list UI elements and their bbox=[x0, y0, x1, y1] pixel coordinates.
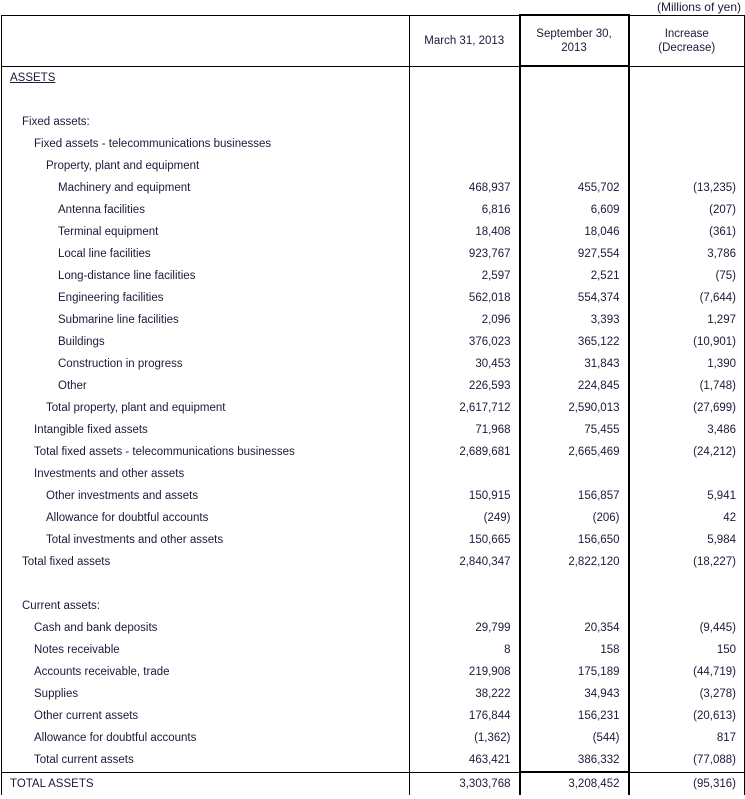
row-value-increase-decrease bbox=[629, 155, 745, 177]
table-row bbox=[2, 199, 745, 221]
row-value-increase-decrease: (20,613) bbox=[629, 705, 745, 727]
header-cell-increase-decrease bbox=[629, 15, 745, 66]
row-label: Engineering facilities bbox=[2, 287, 410, 309]
row-value-september-30-2013: 2,521 bbox=[520, 265, 629, 287]
row-value-march-31-2013 bbox=[410, 155, 520, 177]
row-label: Investments and other assets bbox=[2, 463, 410, 485]
row-label: Other current assets bbox=[2, 705, 410, 727]
row-label: Local line facilities bbox=[2, 243, 410, 265]
header-label-line1: Increase bbox=[664, 27, 709, 40]
row-value-september-30-2013: 2,822,120 bbox=[520, 551, 629, 573]
row-value-march-31-2013: 18,408 bbox=[475, 226, 511, 238]
table-row bbox=[2, 573, 745, 595]
row-value-increase-decrease: 817 bbox=[629, 727, 745, 749]
row-value-increase-decrease bbox=[629, 89, 745, 111]
row-value-increase-decrease bbox=[629, 595, 745, 617]
table-row bbox=[2, 243, 745, 265]
row-value-increase-decrease bbox=[629, 111, 745, 133]
row-value-march-31-2013: 38,222 bbox=[475, 688, 511, 700]
row-value-september-30-2013: 75,455 bbox=[520, 419, 629, 441]
row-label: Other investments and assets bbox=[2, 485, 410, 507]
row-value-march-31-2013 bbox=[410, 89, 520, 111]
row-label bbox=[2, 66, 410, 89]
row-label: Intangible fixed assets bbox=[2, 419, 410, 441]
row-label: Terminal equipment bbox=[2, 221, 410, 243]
header-cell-september-30-2013 bbox=[520, 15, 629, 66]
row-value-march-31-2013: 463,421 bbox=[468, 754, 511, 767]
row-value-september-30-2013 bbox=[520, 133, 629, 155]
row-label: Machinery and equipment bbox=[2, 177, 410, 199]
row-value-march-31-2013: 562,018 bbox=[468, 292, 511, 304]
row-value-september-30-2013 bbox=[520, 111, 629, 133]
header-label-line1: September 30, 2013 bbox=[536, 27, 612, 54]
row-label bbox=[2, 89, 410, 111]
row-label: Construction in progress bbox=[2, 353, 410, 375]
table-row bbox=[2, 309, 745, 331]
row-value-increase-decrease: (44,719) bbox=[629, 661, 745, 683]
row-value-march-31-2013 bbox=[410, 66, 520, 89]
row-value-september-30-2013: 20,354 bbox=[520, 617, 629, 639]
table-row bbox=[2, 661, 745, 683]
row-value-march-31-2013: 2,597 bbox=[481, 270, 511, 282]
row-value-march-31-2013: 150,665 bbox=[468, 534, 511, 546]
row-value-september-30-2013 bbox=[520, 89, 629, 111]
row-value-increase-decrease bbox=[629, 573, 745, 595]
row-value-increase-decrease: 3,486 bbox=[629, 419, 745, 441]
table-row bbox=[2, 133, 745, 155]
row-value-march-31-2013 bbox=[410, 595, 520, 617]
row-label: Total fixed assets bbox=[2, 551, 410, 573]
row-value-increase-decrease: (75) bbox=[629, 265, 745, 287]
row-value-september-30-2013: 3,393 bbox=[520, 309, 629, 331]
row-value-march-31-2013: 2,689,681 bbox=[459, 446, 511, 458]
row-value-september-30-2013: (544) bbox=[520, 727, 629, 749]
row-value-september-30-2013: 3,208,452 bbox=[520, 772, 629, 795]
row-value-september-30-2013: 158 bbox=[520, 639, 629, 661]
row-value-september-30-2013: 34,943 bbox=[520, 683, 629, 705]
row-value-march-31-2013: 226,593 bbox=[468, 380, 511, 392]
row-label: Accounts receivable, trade bbox=[2, 661, 410, 683]
row-label: Fixed assets: bbox=[2, 111, 410, 133]
section-heading: ASSETS bbox=[10, 71, 56, 84]
row-value-september-30-2013: 18,046 bbox=[520, 221, 629, 243]
row-label: Antenna facilities bbox=[2, 199, 410, 221]
row-value-increase-decrease: (7,644) bbox=[629, 287, 745, 309]
table-row bbox=[2, 66, 745, 89]
row-value-increase-decrease: (361) bbox=[629, 221, 745, 243]
row-value-september-30-2013 bbox=[520, 463, 629, 485]
row-value-march-31-2013: 71,968 bbox=[475, 424, 511, 436]
table-row bbox=[2, 551, 745, 573]
row-value-march-31-2013 bbox=[410, 111, 520, 133]
row-label: Allowance for doubtful accounts bbox=[2, 507, 410, 529]
row-value-september-30-2013 bbox=[520, 595, 629, 617]
row-value-increase-decrease: 5,984 bbox=[629, 529, 745, 551]
row-label: Submarine line facilities bbox=[2, 309, 410, 331]
row-value-september-30-2013: 156,857 bbox=[520, 485, 629, 507]
row-value-increase-decrease: (18,227) bbox=[629, 551, 745, 573]
row-value-september-30-2013: 365,122 bbox=[520, 331, 629, 353]
row-label: Total investments and other assets bbox=[2, 529, 410, 551]
table-row bbox=[2, 463, 745, 485]
row-value-increase-decrease: (10,901) bbox=[629, 331, 745, 353]
row-value-september-30-2013: (206) bbox=[520, 507, 629, 529]
row-value-september-30-2013 bbox=[520, 155, 629, 177]
row-label: Property, plant and equipment bbox=[2, 155, 410, 177]
table-row bbox=[2, 419, 745, 441]
row-value-march-31-2013 bbox=[410, 573, 520, 595]
table-row bbox=[2, 705, 745, 727]
table-row bbox=[2, 727, 745, 749]
row-value-march-31-2013: 2,617,712 bbox=[459, 402, 511, 414]
row-value-increase-decrease: (3,278) bbox=[629, 683, 745, 705]
table-row bbox=[2, 111, 745, 133]
row-value-increase-decrease: (1,748) bbox=[629, 375, 745, 397]
table-row bbox=[2, 683, 745, 705]
row-value-increase-decrease: (27,699) bbox=[629, 397, 745, 419]
row-value-march-31-2013 bbox=[410, 463, 520, 485]
row-value-increase-decrease: (9,445) bbox=[629, 617, 745, 639]
row-value-september-30-2013: 554,374 bbox=[520, 287, 629, 309]
row-value-march-31-2013 bbox=[410, 133, 520, 155]
row-value-march-31-2013: (249) bbox=[483, 512, 511, 524]
row-value-september-30-2013: 6,609 bbox=[520, 199, 629, 221]
row-label: Total property, plant and equipment bbox=[2, 397, 410, 419]
row-value-increase-decrease: (95,316) bbox=[629, 772, 745, 795]
row-value-increase-decrease: (13,235) bbox=[629, 177, 745, 199]
row-value-march-31-2013: 29,799 bbox=[475, 622, 511, 634]
row-value-increase-decrease bbox=[629, 133, 745, 155]
header-row bbox=[2, 15, 745, 66]
row-value-increase-decrease bbox=[629, 66, 745, 89]
row-label: Allowance for doubtful accounts bbox=[2, 727, 410, 749]
row-value-march-31-2013: 3,303,768 bbox=[410, 772, 520, 795]
table-row bbox=[2, 749, 745, 772]
row-value-march-31-2013: 2,096 bbox=[481, 314, 511, 326]
table-row bbox=[2, 772, 745, 795]
row-value-increase-decrease: (24,212) bbox=[629, 441, 745, 463]
row-value-march-31-2013: 150,915 bbox=[468, 490, 511, 502]
table-body bbox=[2, 66, 745, 795]
table-row bbox=[2, 353, 745, 375]
row-value-increase-decrease bbox=[629, 463, 745, 485]
table-row bbox=[2, 375, 745, 397]
row-value-september-30-2013: 175,189 bbox=[520, 661, 629, 683]
row-value-increase-decrease: 150 bbox=[629, 639, 745, 661]
table-row bbox=[2, 155, 745, 177]
row-value-increase-decrease: 42 bbox=[629, 507, 745, 529]
table-row bbox=[2, 617, 745, 639]
table-row bbox=[2, 177, 745, 199]
row-value-march-31-2013: (1,362) bbox=[474, 732, 511, 744]
row-label: Other bbox=[2, 375, 410, 397]
row-label: Total current assets bbox=[2, 749, 410, 772]
header-label-line2: (Decrease) bbox=[658, 41, 716, 54]
table-row bbox=[2, 507, 745, 529]
table-row bbox=[2, 595, 745, 617]
row-label: Total fixed assets - telecommunications businesses bbox=[2, 441, 410, 463]
header-cell-label bbox=[2, 15, 410, 66]
row-value-march-31-2013: 376,023 bbox=[468, 336, 511, 348]
row-value-march-31-2013: 176,844 bbox=[468, 710, 511, 722]
row-value-march-31-2013: 219,908 bbox=[468, 666, 511, 678]
row-value-march-31-2013: 8 bbox=[504, 644, 511, 656]
table-row bbox=[2, 485, 745, 507]
table-row bbox=[2, 221, 745, 243]
row-label: TOTAL ASSETS bbox=[2, 772, 410, 795]
row-value-march-31-2013: 30,453 bbox=[475, 358, 511, 370]
table-row bbox=[2, 441, 745, 463]
table-row bbox=[2, 265, 745, 287]
row-label: Supplies bbox=[2, 683, 410, 705]
row-value-september-30-2013: 2,590,013 bbox=[520, 397, 629, 419]
table-row bbox=[2, 89, 745, 111]
row-value-increase-decrease: 1,390 bbox=[629, 353, 745, 375]
row-label: Notes receivable bbox=[2, 639, 410, 661]
header-label-line1: March 31, 2013 bbox=[424, 34, 505, 47]
row-label: Fixed assets - telecommunications businesses bbox=[2, 133, 410, 155]
table-row bbox=[2, 287, 745, 309]
table-row bbox=[2, 331, 745, 353]
units-caption: (Millions of yen) bbox=[656, 0, 741, 14]
row-value-september-30-2013 bbox=[520, 573, 629, 595]
row-value-march-31-2013: 6,816 bbox=[481, 204, 511, 216]
row-value-march-31-2013: 923,767 bbox=[468, 248, 511, 260]
row-label bbox=[2, 573, 410, 595]
row-value-september-30-2013: 386,332 bbox=[520, 749, 629, 772]
row-value-september-30-2013: 927,554 bbox=[520, 243, 629, 265]
row-value-increase-decrease: (207) bbox=[629, 199, 745, 221]
row-value-march-31-2013: 2,840,347 bbox=[459, 556, 511, 568]
row-value-september-30-2013: 156,231 bbox=[520, 705, 629, 727]
header-cell-march-31-2013 bbox=[410, 15, 520, 66]
row-label: Current assets: bbox=[2, 595, 410, 617]
row-label: Cash and bank deposits bbox=[2, 617, 410, 639]
row-value-september-30-2013 bbox=[520, 66, 629, 89]
row-value-increase-decrease: 1,297 bbox=[629, 309, 745, 331]
row-label: Buildings bbox=[2, 331, 410, 353]
row-value-increase-decrease: 3,786 bbox=[629, 243, 745, 265]
row-value-september-30-2013: 455,702 bbox=[520, 177, 629, 199]
row-value-increase-decrease: 5,941 bbox=[629, 485, 745, 507]
row-value-september-30-2013: 224,845 bbox=[520, 375, 629, 397]
assets-balance-table bbox=[1, 14, 745, 795]
table-header bbox=[2, 15, 745, 66]
row-value-march-31-2013: 468,937 bbox=[468, 182, 511, 194]
row-value-september-30-2013: 156,650 bbox=[520, 529, 629, 551]
table-row bbox=[2, 529, 745, 551]
table-row bbox=[2, 639, 745, 661]
row-value-increase-decrease: (77,088) bbox=[629, 749, 745, 772]
row-value-september-30-2013: 2,665,469 bbox=[520, 441, 629, 463]
table-row bbox=[2, 397, 745, 419]
row-label: Long-distance line facilities bbox=[2, 265, 410, 287]
row-value-september-30-2013: 31,843 bbox=[520, 353, 629, 375]
